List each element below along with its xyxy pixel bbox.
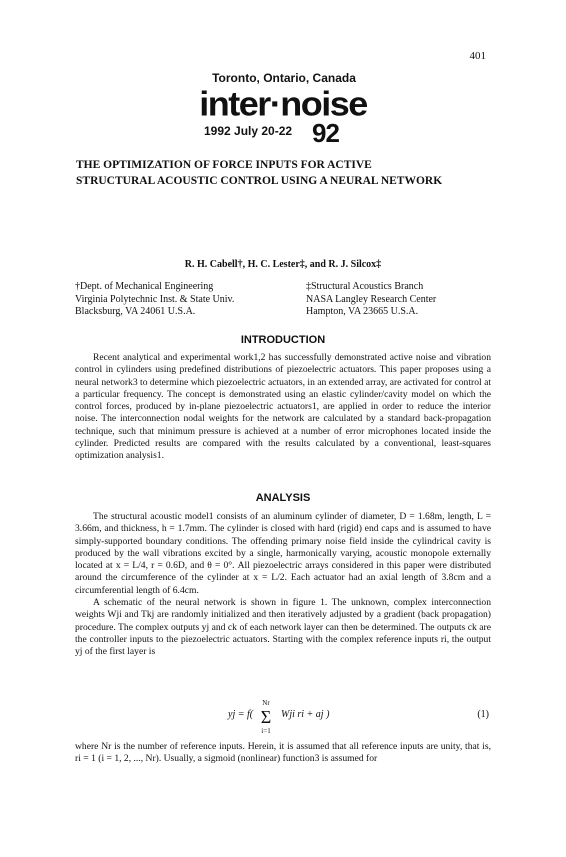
analysis-paragraph-2: A schematic of the neural network is shown in figure 1. The unknown, complex interconnection weights Wji and Tkj are randomly initialized and then iteratively adjusted by a gradient (back propagation) procedure. The complex outputs yj and ck of each network layer can then be determined. The outputs ck are the controller inputs to the piezoelectric actuators. Starting with the complex reference inputs ri, the output yj of the first layer is [75, 597, 491, 658]
equation-1 [75, 701, 491, 739]
introduction-body [75, 352, 491, 463]
affiliation-left [75, 281, 295, 319]
title-line-1: THE OPTIMIZATION OF FORCE INPUTS FOR ACTIVE [76, 159, 372, 171]
conference-dates: 1992 July 20-22 [204, 124, 293, 138]
analysis-body-continued [75, 741, 491, 766]
equation-number: (1) [477, 709, 489, 720]
page-number: 401 [469, 50, 486, 62]
sum-lower-limit: i=1 [261, 727, 271, 735]
conference-year: 92 [312, 118, 339, 148]
inter-noise-logo: inter·noise [199, 84, 367, 123]
affiliation-line: Virginia Polytechnic Inst. & State Univ. [75, 293, 235, 305]
introduction-paragraph: Recent analytical and experimental work1,2 has successfully demonstrated active noise and vibration control in cylinders using predefined distributions of piezoelectric actuators. This paper proposes using a neural network3 to determine which piezoelectric actuators, in an extended array, are activated for control at a particular frequency. The concept is demonstrated using an elastic cylinder/cavity model on which the control forces, produced by in-plane piezoelectric actuators1, are applied in order to reduce the interior noise. The interconnection nodal weights for the network are calculated by a standard back-propagation technique, such that minimum pressure is achieved at a number of error microphones located inside the cylinder. Predicted results are compared with the results calculated by a conventional, least-squares optimization analysis1. [75, 352, 491, 462]
analysis-body [75, 511, 491, 659]
introduction-heading: INTRODUCTION [240, 334, 326, 346]
equation-lhs: yj = f( [228, 709, 254, 720]
equation-summation [253, 699, 279, 735]
sum-symbol: Σ [260, 707, 272, 727]
conference-place: Toronto, Ontario, Canada [212, 71, 356, 85]
paper-title [76, 157, 496, 189]
authors: R. H. Cabell†, H. C. Lester‡, and R. J. Silcox‡ [184, 259, 382, 270]
analysis-heading: ANALYSIS [255, 492, 311, 504]
affiliation-right [306, 281, 526, 319]
equation-rhs: Wji ri + aj ) [281, 709, 330, 720]
affiliation-line: ‡Structural Acoustics Branch [306, 281, 424, 292]
affiliation-line: Blacksburg, VA 24061 U.S.A. [75, 306, 196, 317]
affiliation-line: †Dept. of Mechanical Engineering [75, 281, 214, 292]
sum-upper-limit: Nr [262, 699, 270, 707]
analysis-paragraph-3: where Nr is the number of reference inputs. Herein, it is assumed that all reference inputs are unity, that is, ri = 1 (i = 1, 2, ..., Nr). Usually, a sigmoid (nonlinear) function3 is assumed for [75, 741, 491, 765]
analysis-paragraph-1: The structural acoustic model1 consists of an aluminum cylinder of diameter, D = 1.68m, length, L = 3.66m, and thickness, h = 1.7mm. The cylinder is closed with hard (rigid) end caps and is assumed to have simply-supported boundary conditions. The offending primary noise field inside the cylindrical cavity is produced by the wall vibrations excited by a single, harmonically varying, acoustic monopole externally located at x = L/4, r = 0.6D, and θ = 0°. All piezoelectric arrays considered in this paper were distributed around the circumference of the cylinder at x = L/2. Each actuator had an axial length of 3.8cm and a circumferential length of 6.4cm. [75, 511, 491, 596]
title-line-2: STRUCTURAL ACOUSTIC CONTROL USING A NEURAL NETWORK [76, 175, 443, 187]
affiliation-line: Hampton, VA 23665 U.S.A. [306, 306, 419, 317]
affiliation-line: NASA Langley Research Center [306, 293, 437, 305]
